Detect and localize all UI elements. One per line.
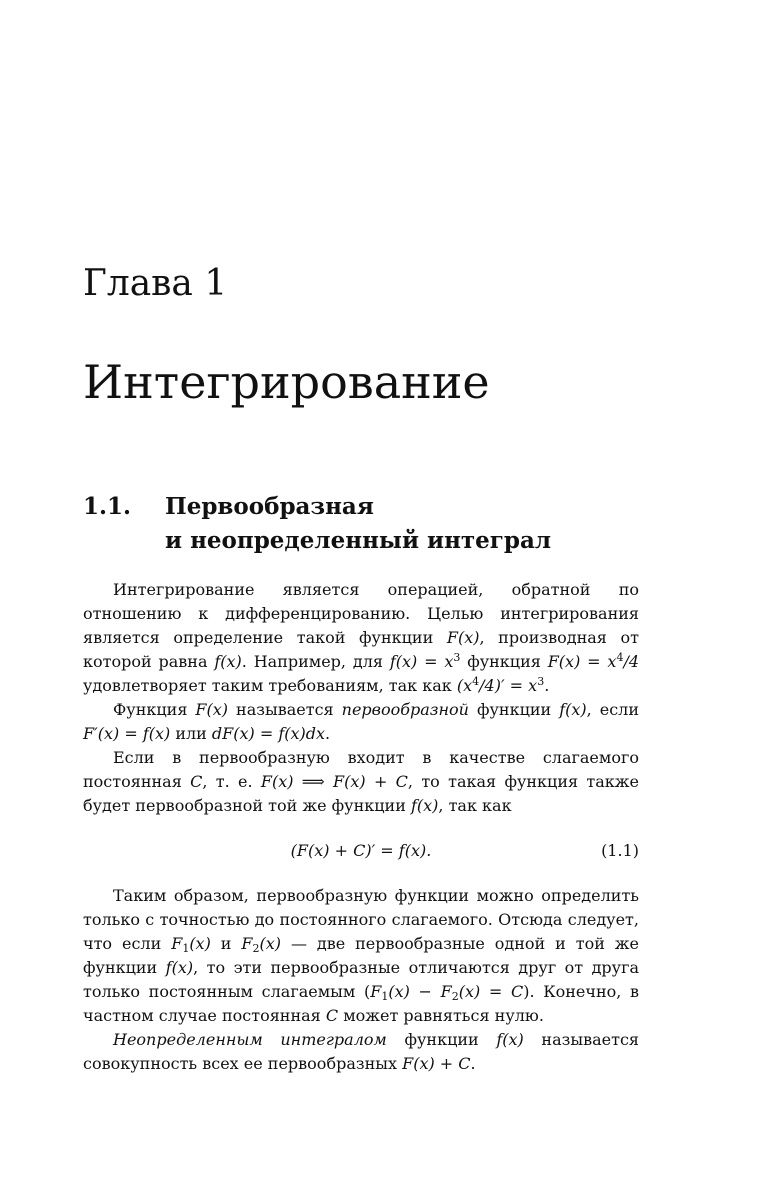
term-antiderivative: первообразной xyxy=(341,700,469,719)
equation-1-1 xyxy=(83,839,639,863)
chapter-label: Глава 1 xyxy=(83,263,228,304)
paragraph-4: Таким образом, первообразную функции можно определить только с точностью до постоянного слагаемого. Отсюда следует, что если $F_1(x)$ и $F_2(x)$ — две первообразные одной и той же функции f(x), то эти первообразные отличаются друг от друга только постоянным слагаемым $(F_1(x) - F_2(x) = C)$. Конечно, в частном случае постоянная C может равняться нулю. xyxy=(83,886,640,1025)
section-number: 1.1. xyxy=(83,493,132,520)
section-title-line-2: и неопределенный интеграл xyxy=(165,527,552,554)
paragraph-1: Интегрирование является операцией, обратной по отношению к дифференцированию. Целью интегрирования является определение такой функции F(x), производная от которой равна f(x). Например, для $f(x) = x^3$ функция $F(x) = x^4/4$ удовлетворяет таким требованиям, так как $(x^4/4)' = x^3$. xyxy=(83,580,640,695)
equation-number: (1.1) xyxy=(601,841,639,860)
paragraph-3: Если в первообразную входит в качестве слагаемого постоянная C, т. е. F(x) ⟹ F(x) + C, то такая функция также будет первообразной той же функции f(x), так как xyxy=(83,748,639,815)
paragraph-5: Неопределенным интегралом функции f(x) называется совокупность всех ее первообразных F(x) + C. xyxy=(83,1030,640,1073)
paragraph-2: Функция F(x) называется первообразной функции f(x), если F′(x) = f(x) или dF(x) = f(x)dx. xyxy=(83,700,640,743)
chapter-title: Интегрирование xyxy=(83,355,490,409)
term-indefinite-integral: Неопределенным интегралом xyxy=(113,1030,387,1049)
equation-expression: (F(x) + C)′ = f(x). xyxy=(290,841,432,860)
section-title-line-1: Первообразная xyxy=(165,493,374,520)
body-text xyxy=(83,578,639,1076)
section-heading xyxy=(83,490,639,558)
